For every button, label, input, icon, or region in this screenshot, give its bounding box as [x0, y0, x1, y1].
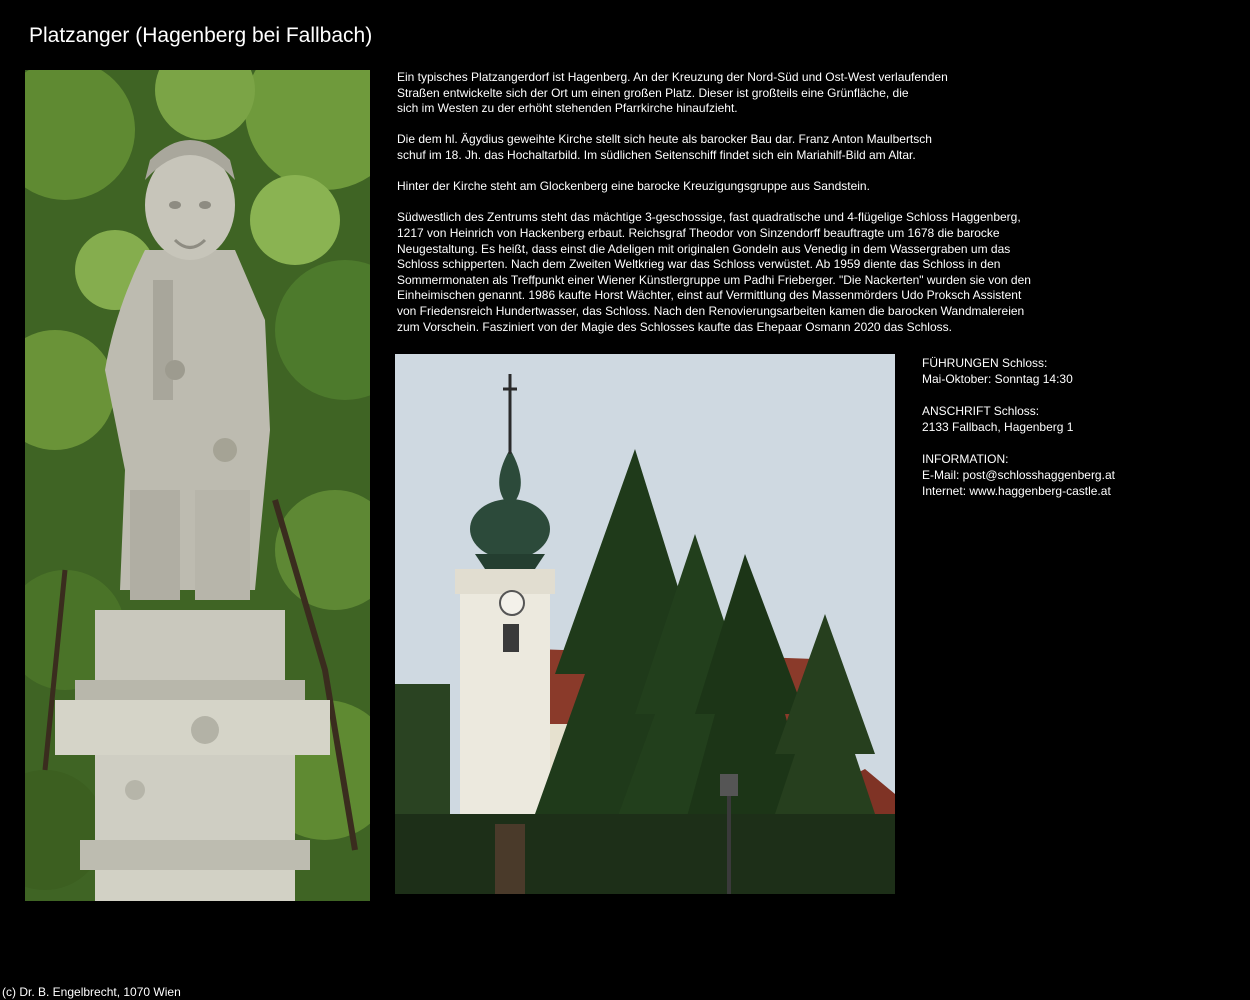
paragraph-castle: Südwestlich des Zentrums steht das mächtige 3-geschossige, fast quadratische und 4-flügelige Schloss Haggenberg, 1217 von Heinrich von Hackenberg erbaut. Reichsgraf Theodor von Sinzendorff beauftragte um 1678 die barocke Neugestaltung. Es heißt, dass einst die Adeligen mit originalen Gondeln aus Venedig in dem Wassergraben um das Schloss schipperten. Nach dem Zweiten Weltkrieg war das Schloss verwüstet. Ab 1959 diente das Schloss in den Sommermonaten als Treffpunkt einer Wiener Künstlergruppe um Padhi Frieberger. "Die Nackerten" wurden sie von den Einheimischen genannt. 1986 kaufte Horst Wächter, einst auf Vermittlung des Massenmörders Udo Proksch Assistent von Friedensreich Hundertwasser, das Schloss. Nach den Renovierungsarbeiten kamen die barocken Wandmalereien zum Vorschein. Fasziniert von der Magie des Schlosses kaufte das Ehepaar Osmann 2020 das Schloss. [397, 210, 1031, 334]
info-box [922, 355, 1222, 515]
address-heading: ANSCHRIFT Schloss: [922, 404, 1040, 418]
statue-photo [25, 70, 370, 901]
information-heading: INFORMATION: [922, 452, 1009, 466]
church-photo [395, 354, 895, 894]
tours-heading: FÜHRUNGEN Schloss: [922, 356, 1048, 370]
email-line: E-Mail: post@schlosshaggenberg.at [922, 468, 1115, 482]
tours-section [922, 355, 1222, 387]
copyright-footer: (c) Dr. B. Engelbrecht, 1070 Wien [2, 985, 181, 999]
paragraph-church: Die dem hl. Ägydius geweihte Kirche stellt sich heute als barocker Bau dar. Franz Anton Maulbertsch schuf im 18. Jh. das Hochaltarbild. Im südlichen Seitenschiff findet sich ein Mariahilf-Bild am Altar. [397, 132, 932, 162]
paragraph-crucifixion: Hinter der Kirche steht am Glockenberg eine barocke Kreuzigungsgruppe aus Sandstein. [397, 179, 870, 194]
internet-line: Internet: www.haggenberg-castle.at [922, 484, 1111, 498]
address-section [922, 403, 1222, 435]
information-section [922, 451, 1222, 499]
tours-hours: Mai-Oktober: Sonntag 14:30 [922, 372, 1073, 386]
page-title: Platzanger (Hagenberg bei Fallbach) [29, 24, 373, 47]
address-line: 2133 Fallbach, Hagenberg 1 [922, 420, 1074, 434]
description-text [397, 70, 1047, 351]
paragraph-intro: Ein typisches Platzangerdorf ist Hagenberg. An der Kreuzung der Nord-Süd und Ost-West verlaufenden Straßen entwickelte sich der Ort um einen großen Platz. Dieser ist großteils eine Grünfläche, die sich im Westen zu der erhöht stehenden Pfarrkirche hinaufzieht. [397, 70, 948, 116]
